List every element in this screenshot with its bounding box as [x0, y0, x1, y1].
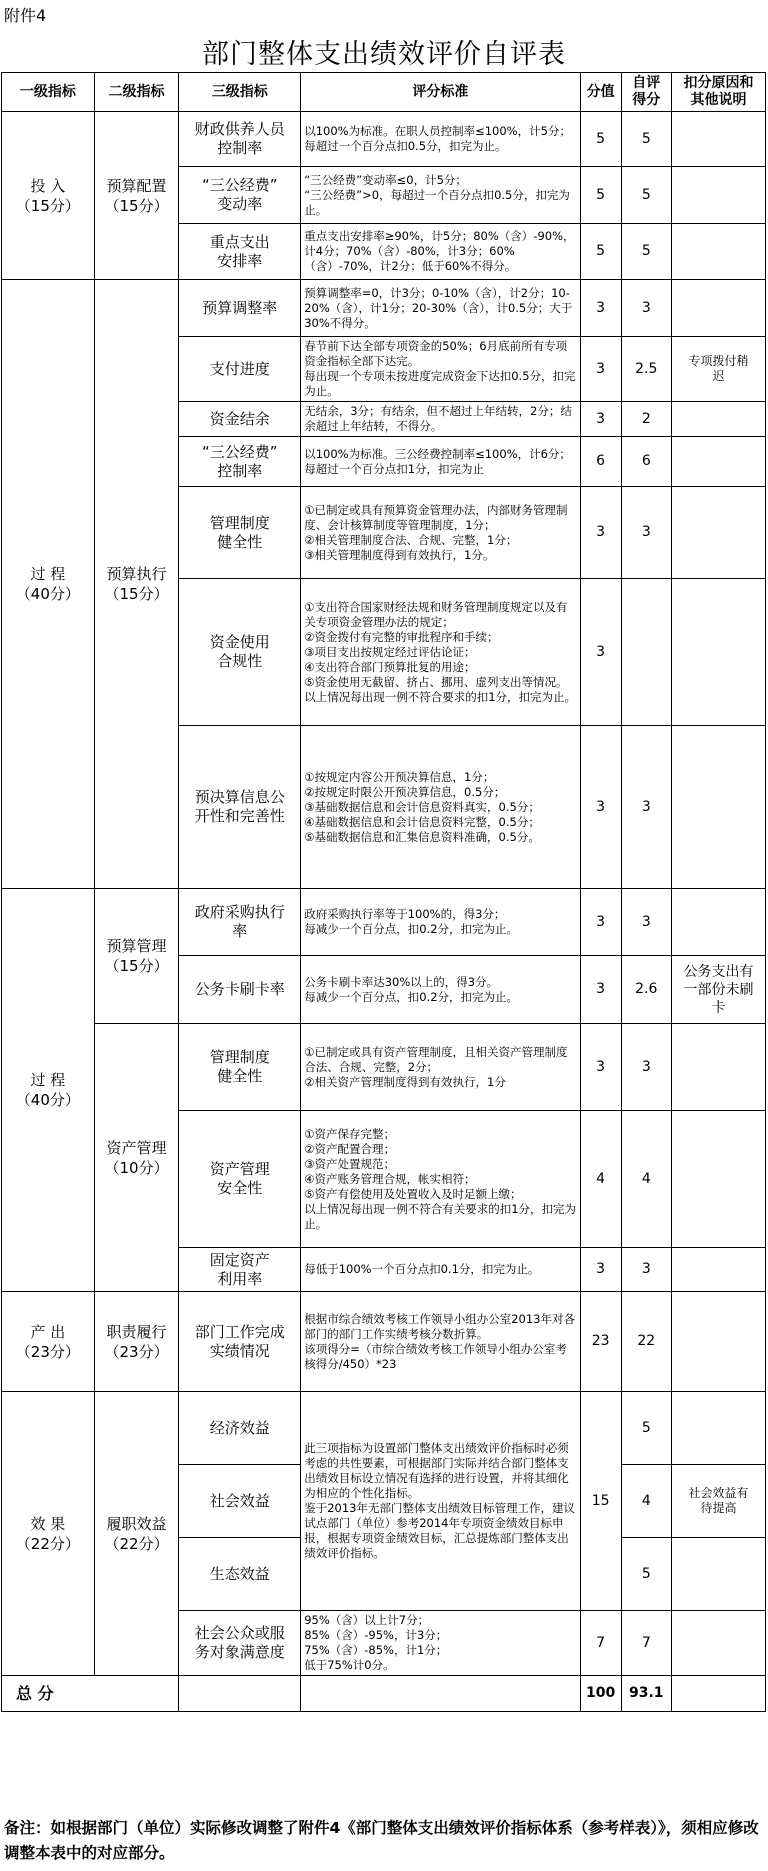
criteria-cell: 公务卡刷卡率达30%以上的，得3分。 每减少一个百分点，扣0.2分，扣完为止。 [301, 956, 580, 1024]
level3-cell: 公务卡刷卡率 [179, 956, 301, 1024]
remark-cell [671, 1292, 765, 1392]
level3-cell: 固定资产 利用率 [179, 1248, 301, 1292]
remark-cell: 社会效益有 待提高 [671, 1465, 765, 1538]
score-cell: 5 [580, 224, 621, 280]
self-score-cell: 3 [621, 280, 671, 337]
header-level1: 一级指标 [2, 73, 95, 112]
total-label: 总 分 [2, 1676, 179, 1712]
table-row [2, 112, 766, 167]
score-cell: 4 [580, 1111, 621, 1248]
level3-cell: 预决算信息公 开性和完善性 [179, 726, 301, 889]
criteria-cell: ①已制定或具有资产管理制度，且相关资产管理制度合法、合规、完整，2分； ②相关资产管理制度得到有效执行，1分 [301, 1024, 580, 1111]
score-cell: 3 [580, 956, 621, 1024]
level3-cell: 政府采购执行 率 [179, 889, 301, 956]
header-remarks: 扣分原因和 其他说明 [671, 73, 765, 112]
remark-cell: 公务支出有 一部份未刷 卡 [671, 956, 765, 1024]
level2-budget-exec: 预算执行 （15分） [94, 280, 179, 889]
criteria-cell: ①已制定或具有预算资金管理办法，内部财务管理制度、会计核算制度等管理制度，1分； ②相关管理制度合法、合规、完整，1分； ③相关管理制度得到有效执行，1分。 [301, 487, 580, 579]
level3-cell: 社会效益 [179, 1465, 301, 1538]
score-cell-shared: 15 [580, 1392, 621, 1611]
self-evaluation-table [1, 72, 766, 1712]
score-cell: 3 [580, 337, 621, 402]
self-score-cell: 2 [621, 402, 671, 437]
annex-label: 附件4 [4, 6, 47, 25]
level3-cell: 预算调整率 [179, 280, 301, 337]
level2-duty: 职责履行 （23分） [94, 1292, 179, 1392]
level3-cell: 部门工作完成 实绩情况 [179, 1292, 301, 1392]
level2-budget-mgmt: 预算管理 （15分） [94, 889, 179, 1024]
criteria-cell: 每低于100%一个百分点扣0.1分，扣完为止。 [301, 1248, 580, 1292]
level3-cell: 生态效益 [179, 1538, 301, 1611]
level3-cell: 资产管理 安全性 [179, 1111, 301, 1248]
table-row [2, 280, 766, 337]
self-score-cell: 5 [621, 1538, 671, 1611]
total-empty-cell [671, 1676, 765, 1712]
self-score-cell: 4 [621, 1465, 671, 1538]
self-score-cell: 5 [621, 1392, 671, 1465]
criteria-cell: ①资产保存完整； ②资产配置合理； ③资产处置规范； ④资产账务管理合规，帐实相符； ⑤资产有偿使用及处置收入及时足额上缴； 以上情况每出现一例不符合有关要求的扣1分，扣完为止。 [301, 1111, 580, 1248]
remark-cell [671, 437, 765, 487]
total-self-score: 93.1 [621, 1676, 671, 1712]
self-score-cell: 5 [621, 112, 671, 167]
score-cell: 3 [580, 402, 621, 437]
remark-cell [671, 280, 765, 337]
level3-cell: “三公经费” 控制率 [179, 437, 301, 487]
score-cell: 6 [580, 437, 621, 487]
score-cell: 3 [580, 889, 621, 956]
self-score-cell: 6 [621, 437, 671, 487]
remark-cell [671, 1248, 765, 1292]
total-row [2, 1676, 766, 1712]
header-level2: 二级指标 [94, 73, 179, 112]
self-score-cell: 5 [621, 224, 671, 280]
level1-input: 投 入 （15分） [2, 112, 95, 280]
table-row [2, 1392, 766, 1465]
level3-cell: “三公经费” 变动率 [179, 167, 301, 224]
criteria-cell: 以100%为标准。三公经费控制率≤100%，计6分； 每超过一个百分点扣1分，扣完为止 [301, 437, 580, 487]
remark-cell [671, 487, 765, 579]
self-score-cell: 22 [621, 1292, 671, 1392]
level1-process-b: 过 程 （40分） [2, 889, 95, 1292]
score-cell: 3 [580, 1024, 621, 1111]
page-title: 部门整体支出绩效评价自评表 [202, 39, 566, 70]
remark-cell [671, 224, 765, 280]
self-score-cell: 3 [621, 487, 671, 579]
level3-cell: 社会公众或服 务对象满意度 [179, 1611, 301, 1676]
score-cell: 5 [580, 112, 621, 167]
remark-cell [671, 1538, 765, 1611]
total-empty-cell [179, 1676, 301, 1712]
score-cell: 3 [580, 1248, 621, 1292]
footnote: 备注：如根据部门（单位）实际修改调整了附件4《部门整体支出绩效评价指标体系（参考样表）》，须相应修改调整本表中的对应部分。 [4, 1819, 759, 1862]
level3-cell: 管理制度 健全性 [179, 487, 301, 579]
criteria-cell: 以100%为标准。在职人员控制率≤100%，计5分；每超过一个百分点扣0.5分，扣完为止。 [301, 112, 580, 167]
level1-process-a: 过 程 （40分） [2, 280, 95, 889]
criteria-cell: 95%（含）以上计7分； 85%（含）-95%，计3分； 75%（含）-85%，计1分； 低于75%计0分。 [301, 1611, 580, 1676]
header-score: 分值 [580, 73, 621, 112]
self-score-cell: 3 [621, 726, 671, 889]
self-score-cell: 7 [621, 1611, 671, 1676]
header-row [2, 73, 766, 112]
level1-output: 产 出 （23分） [2, 1292, 95, 1392]
remark-cell [671, 167, 765, 224]
criteria-cell: 重点支出安排率≥90%，计5分；80%（含）-90%，计4分；70%（含）-80%，计3分；60%（含）-70%，计2分；低于60%不得分。 [301, 224, 580, 280]
header-level3: 三级指标 [179, 73, 301, 112]
table-row [2, 889, 766, 956]
remark-cell [671, 1611, 765, 1676]
table-row [2, 1292, 766, 1392]
level3-cell: 资金结余 [179, 402, 301, 437]
level2-asset-mgmt: 资产管理 （10分） [94, 1024, 179, 1292]
remark-cell [671, 1392, 765, 1465]
score-cell: 3 [580, 579, 621, 726]
criteria-cell: ①支出符合国家财经法规和财务管理制度规定以及有关专项资金管理办法的规定； ②资金拨付有完整的审批程序和手续； ③项目支出按规定经过评估论证； ④支出符合部门预算批复的用途； ⑤资金使用无截留、挤占、挪用、虚列支出等情况。 以上情况每出现一例不符合要求的扣1分，扣完为止。 [301, 579, 580, 726]
level1-effect: 效 果 （22分） [2, 1392, 95, 1676]
level2-budget-config: 预算配置 （15分） [94, 112, 179, 280]
remark-cell [671, 402, 765, 437]
level3-cell: 管理制度 健全性 [179, 1024, 301, 1111]
criteria-cell: 预算调整率=0，计3分；0-10%（含），计2分；10-20%（含），计1分；20-30%（含），计0.5分；大于30%不得分。 [301, 280, 580, 337]
remark-cell [671, 1024, 765, 1111]
score-cell: 3 [580, 726, 621, 889]
criteria-cell-shared: 此三项指标为设置部门整体支出绩效评价指标时必须考虑的共性要素，可根据部门实际并结合部门整体支出绩效目标设立情况有选择的进行设置，并将其细化为相应的个性化指标。 鉴于2013年无部门整体支出绩效目标管理工作，建议试点部门（单位）参考2014年专项资金绩效目标申报，根据专项资金绩效目标，汇总提炼部门整体支出绩效评价指标。 [301, 1392, 580, 1611]
self-score-cell: 4 [621, 1111, 671, 1248]
criteria-cell: ①按规定内容公开预决算信息，1分； ②按规定时限公开预决算信息，0.5分； ③基础数据信息和会计信息资料真实，0.5分； ④基础数据信息和会计信息资料完整，0.5分； ⑤基础数据信息和汇集信息资料准确，0.5分。 [301, 726, 580, 889]
remark-cell [671, 889, 765, 956]
self-score-cell: 2.5 [621, 337, 671, 402]
header-self-score: 自评 得分 [621, 73, 671, 112]
criteria-cell: “三公经费”变动率≤0，计5分； “三公经费”>0，每超过一个百分点扣0.5分，扣完为止。 [301, 167, 580, 224]
table-row [2, 1024, 766, 1111]
total-empty-cell [301, 1676, 580, 1712]
level3-cell: 支付进度 [179, 337, 301, 402]
score-cell: 3 [580, 487, 621, 579]
remark-cell [671, 1111, 765, 1248]
total-score: 100 [580, 1676, 621, 1712]
remark-cell: 专项拨付稍 迟 [671, 337, 765, 402]
self-score-cell: 2.6 [621, 956, 671, 1024]
remark-cell [671, 579, 765, 726]
level3-cell: 财政供养人员 控制率 [179, 112, 301, 167]
level3-cell: 经济效益 [179, 1392, 301, 1465]
score-cell: 23 [580, 1292, 621, 1392]
self-score-cell: 5 [621, 167, 671, 224]
criteria-cell: 政府采购执行率等于100%的，得3分； 每减少一个百分点，扣0.2分，扣完为止。 [301, 889, 580, 956]
level3-cell: 资金使用 合规性 [179, 579, 301, 726]
remark-cell [671, 112, 765, 167]
level2-performance: 履职效益 （22分） [94, 1392, 179, 1676]
criteria-cell: 无结余，3分；有结余，但不超过上年结转，2分；结余超过上年结转，不得分。 [301, 402, 580, 437]
level3-cell: 重点支出 安排率 [179, 224, 301, 280]
self-score-cell: 3 [621, 889, 671, 956]
criteria-cell: 根据市综合绩效考核工作领导小组办公室2013年对各部门的部门工作实绩考核分数折算。 该项得分=（市综合绩效考核工作领导小组办公室考核得分/450）*23 [301, 1292, 580, 1392]
remark-cell [671, 726, 765, 889]
self-score-cell: 3 [621, 1248, 671, 1292]
score-cell: 7 [580, 1611, 621, 1676]
score-cell: 3 [580, 280, 621, 337]
self-score-cell [621, 579, 671, 726]
score-cell: 5 [580, 167, 621, 224]
criteria-cell: 春节前下达全部专项资金的50%；6月底前所有专项资金指标全部下达完。 每出现一个专项未按进度完成资金下达扣0.5分，扣完为止。 [301, 337, 580, 402]
self-score-cell: 3 [621, 1024, 671, 1111]
header-criteria: 评分标准 [301, 73, 580, 112]
